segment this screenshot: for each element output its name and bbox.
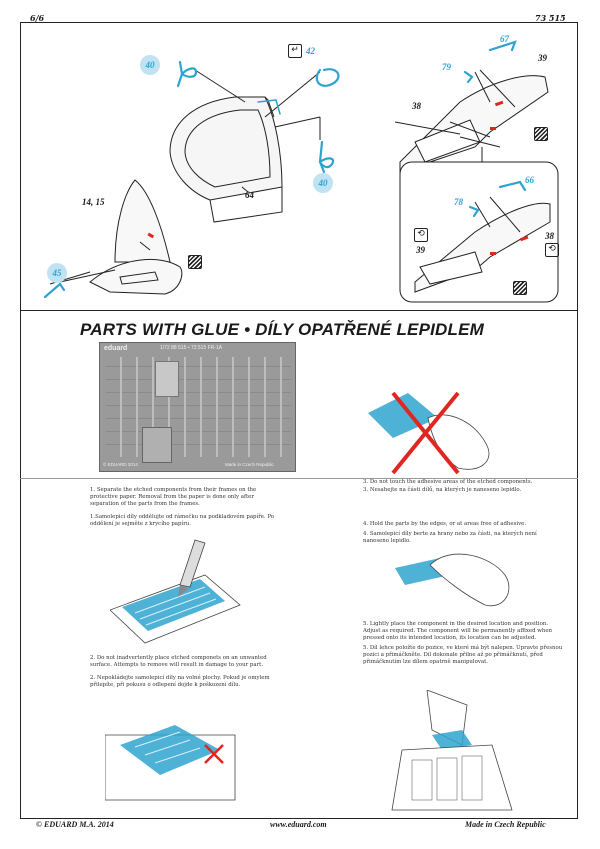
part-label-64: 64 bbox=[245, 190, 254, 200]
page-number: 6/6 bbox=[30, 13, 45, 23]
part-label-42: 42 bbox=[306, 46, 315, 56]
flip-icon-right: ⟲ bbox=[545, 243, 559, 257]
fret-copyright: © EDUARD 2014 bbox=[103, 462, 138, 467]
bend-icon: ↵ bbox=[288, 44, 302, 58]
step3-illustration bbox=[368, 388, 518, 478]
part-label-79: 79 bbox=[442, 62, 451, 72]
part-label-39-inset: 39 bbox=[416, 245, 425, 255]
step1-text bbox=[90, 487, 275, 534]
footer-made-in: Made in Czech Republic bbox=[465, 820, 546, 829]
step3-en: 3. Do not touch the adhesive areas of the etched components. bbox=[363, 479, 533, 485]
part-label-40-top: 40 bbox=[140, 55, 160, 75]
step1-cz: 1.Samolepicí díly oddělujte od rámečku na podkladovém papíře. Po oddělení je sejměte z krycího papíru. bbox=[90, 514, 275, 527]
step4-cz: 4. Samolepicí díly berte za hrany nebo za části, na kterých není naneseno lepidlo. bbox=[363, 531, 537, 544]
step2-en: 2. Do not inadvertently place etched componets on an unwanted surface. Attempts to remove will result in damage to your part. bbox=[90, 655, 267, 668]
wing-upper-shape bbox=[400, 76, 548, 172]
fret-cockpit-panel bbox=[155, 361, 179, 397]
step4-text bbox=[363, 521, 563, 551]
step3-text bbox=[363, 479, 563, 500]
step5-en: 5. Lightly place the component in the desired location and position. Adjust as required. The component will be permanently affixed when pressed onto its intended location, its location can be adjusted. bbox=[363, 621, 553, 641]
step3-cz: 3. Nesahejte na části dílů, na kterých je naneseno lepidlo. bbox=[363, 487, 522, 493]
part-label-38-top: 38 bbox=[412, 101, 421, 111]
part-label-38-inset: 38 bbox=[545, 231, 554, 241]
fret-brand: eduard bbox=[104, 345, 128, 352]
step5-illustration bbox=[372, 690, 522, 815]
fret-seat bbox=[142, 427, 172, 463]
step1-en: 1. Separate the etched components from their frames on the protective paper. Removal from the paper is done only after separation of the parts from the frames. bbox=[90, 487, 257, 507]
glue-icon-wing-inset bbox=[513, 281, 527, 295]
glue-icon-wing-top bbox=[534, 127, 548, 141]
footer-website[interactable]: www.eduard.com bbox=[270, 820, 327, 829]
part-label-67: 67 bbox=[500, 34, 509, 44]
tail-fin-shape bbox=[115, 180, 170, 262]
assembly-diagram bbox=[20, 22, 578, 310]
part-label-39-top: 39 bbox=[538, 53, 547, 63]
kit-code: 73 515 bbox=[535, 13, 566, 23]
part-label-78: 78 bbox=[454, 197, 463, 207]
part-label-40-bottom: 40 bbox=[313, 173, 333, 193]
pe-fret bbox=[99, 342, 296, 472]
step4-illustration bbox=[395, 540, 535, 615]
step2-text bbox=[90, 655, 275, 695]
section-divider bbox=[20, 310, 578, 311]
glue-icon-tail bbox=[188, 255, 202, 269]
part-label-45: 45 bbox=[47, 263, 67, 283]
glue-section-title: PARTS WITH GLUE • DÍLY OPATŘENÉ LEPIDLEM bbox=[80, 320, 485, 339]
step2-cz: 2. Nepokládejte samolepicí díly na volné plochy. Pokud je omylem přilepíte, při pokusu o odlepení dojde k poškození dílu. bbox=[90, 675, 270, 688]
step2-illustration bbox=[105, 705, 240, 805]
fret-parts-area bbox=[106, 357, 291, 457]
part-label-14-15: 14, 15 bbox=[82, 197, 105, 207]
flip-icon-left: ⟲ bbox=[414, 228, 428, 242]
step5-text bbox=[363, 621, 563, 672]
fret-made-in: Made in Czech Republic bbox=[225, 462, 274, 467]
footer-copyright: © EDUARD M.A. 2014 bbox=[36, 820, 114, 829]
step4-en: 4. Hold the parts by the edges, or at areas free of adhesive. bbox=[363, 521, 527, 527]
step1-illustration bbox=[110, 535, 245, 645]
fret-code: 1/72 88 515 • 73 515 FR-1A bbox=[160, 345, 223, 351]
step5-cz: 5. Díl lehce položte do pozice, ve které má být nalepen. Upravte přesnou pozici a přimáčkněte. Díl dokonale přilne až po přimáčknutí, před přimáčknutím lze dílem opatrně manipulovat. bbox=[363, 645, 563, 665]
part-label-66: 66 bbox=[525, 175, 534, 185]
